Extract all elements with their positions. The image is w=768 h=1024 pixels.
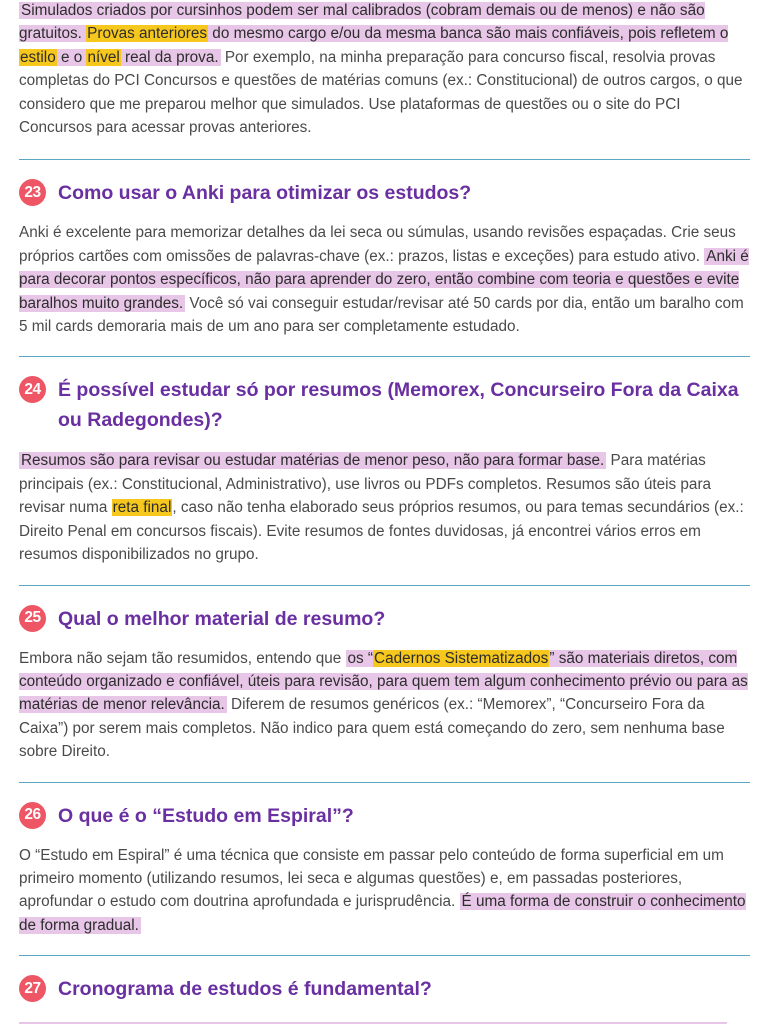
question-title: Qual o melhor material de resumo?	[58, 607, 386, 630]
document-body	[19, 0, 750, 1004]
answer-paragraph: Embora não sejam tão resumidos, entendo que os “Cadernos Sistematizados” são materiais diretos, com conteúdo organizado e confiável, úteis para revisão, para quem tem algum conhecimento prévio ou para as matérias de menor relevância. Diferem de resumos genéricos (ex.: “Memorex”, “Concurseiro Fora da Caixa”) por serem mais completos. Não indico para quem está começando do zero, sem nenhuma base sobre Direito.	[19, 649, 748, 761]
question-number-badge: 23	[19, 179, 46, 206]
section-divider	[19, 782, 750, 783]
highlight-yellow: reta final	[112, 499, 172, 517]
question-number-badge: 25	[19, 605, 46, 632]
answer-paragraph: Resumos são para revisar ou estudar matérias de menor peso, não para formar base. Para matérias principais (ex.: Constitucional, Administrativo), use livros ou PDFs completos. Resumos são úteis para revisar numa reta final, caso não tenha elaborado seus próprios resumos, ou para temas secundários (ex.: Direito Penal em concursos fiscais). Evite resumos de fontes duvidosas, já encontrei vários erros em resumos disponibilizados no grupo.	[19, 452, 744, 564]
highlight-yellow: Provas anteriores	[87, 25, 208, 43]
question-heading-25	[19, 604, 750, 634]
highlight-pink: os “Cadernos Sistematizados” são materiais diretos, com conteúdo organizado e confiável, úteis para revisão, para quem tem algum conhecimento prévio ou para as matérias de menor relevância.	[19, 649, 748, 714]
question-title: É possível estudar só por resumos (Memorex, Concurseiro Fora da Caixa ou Radegondes)?	[58, 379, 739, 432]
highlight-pink: Resumos são para revisar ou estudar matérias de menor peso, não para formar base.	[21, 452, 605, 470]
question-heading-24	[19, 375, 750, 435]
question-heading-26	[19, 801, 750, 831]
answer-paragraph: O “Estudo em Espiral” é uma técnica que consiste em passar pelo conteúdo de forma superficial em um primeiro momento (utilizando resumos, lei seca e algumas questões) e, em passadas posteriores, aprofundar o estudo com doutrina aprofundada e jurisprudência. É uma forma de construir o conhecimento de forma gradual.	[19, 846, 746, 934]
highlight-pink: Anki é para decorar pontos específicos, não para aprender do zero, então combine com teoria e questões e evite baralhos muito grandes.	[19, 247, 749, 312]
question-heading-27	[19, 974, 750, 1004]
section-divider	[19, 955, 750, 956]
question-title: O que é o “Estudo em Espiral”?	[58, 804, 354, 827]
section-divider	[19, 585, 750, 586]
question-title: Como usar o Anki para otimizar os estudos?	[58, 182, 472, 205]
highlight-yellow: Cadernos Sistematizados	[374, 649, 549, 667]
question-number-badge: 24	[19, 376, 46, 403]
intro-paragraph: Simulados criados por cursinhos podem ser mal calibrados (cobram demais ou de menos) e não são gratuitos. Provas anteriores do mesmo cargo e/ou da mesma banca são mais confiáveis, pois refletem o estilo e o nível real da prova. Por exemplo, na minha preparação para concurso fiscal, resolvia provas completas do PCI Concursos e questões de matérias comuns (ex.: Constitucional) de outros cargos, o que considero que me preparou melhor que simulados. Use plataformas de questões ou o site do PCI Concursos para acessar provas anteriores.	[19, 2, 743, 137]
question-number-badge: 26	[19, 802, 46, 829]
question-number-badge: 27	[19, 975, 46, 1002]
highlight-pink: É uma forma de construir o conhecimento de forma gradual.	[19, 893, 746, 934]
answer-paragraph: Anki é excelente para memorizar detalhes da lei seca ou súmulas, usando revisões espaçadas. Crie seus próprios cartões com omissões de palavras-chave (ex.: prazos, listas e exceções) para estudo ativo. Anki é para decorar pontos específicos, não para aprender do zero, então combine com teoria e questões e evite baralhos muito grandes. Você só vai conseguir estudar/revisar até 50 cards por dia, então um baralho com 5 mil cards demoraria mais de um ano para ser completamente estudado.	[19, 224, 749, 336]
section-divider	[19, 356, 750, 357]
question-title: Cronograma de estudos é fundamental?	[58, 978, 432, 1001]
highlight-yellow: nível	[87, 48, 120, 66]
question-heading-23	[19, 178, 750, 208]
highlight-yellow: estilo	[20, 48, 56, 66]
section-divider	[19, 159, 750, 160]
highlight-pink: Simulados criados por cursinhos podem ser mal calibrados (cobram demais ou de menos) e não são gratuitos. Provas anteriores do mesmo cargo e/ou da mesma banca são mais confiáveis, pois refletem o estilo e o nível real da prova.	[19, 2, 729, 66]
